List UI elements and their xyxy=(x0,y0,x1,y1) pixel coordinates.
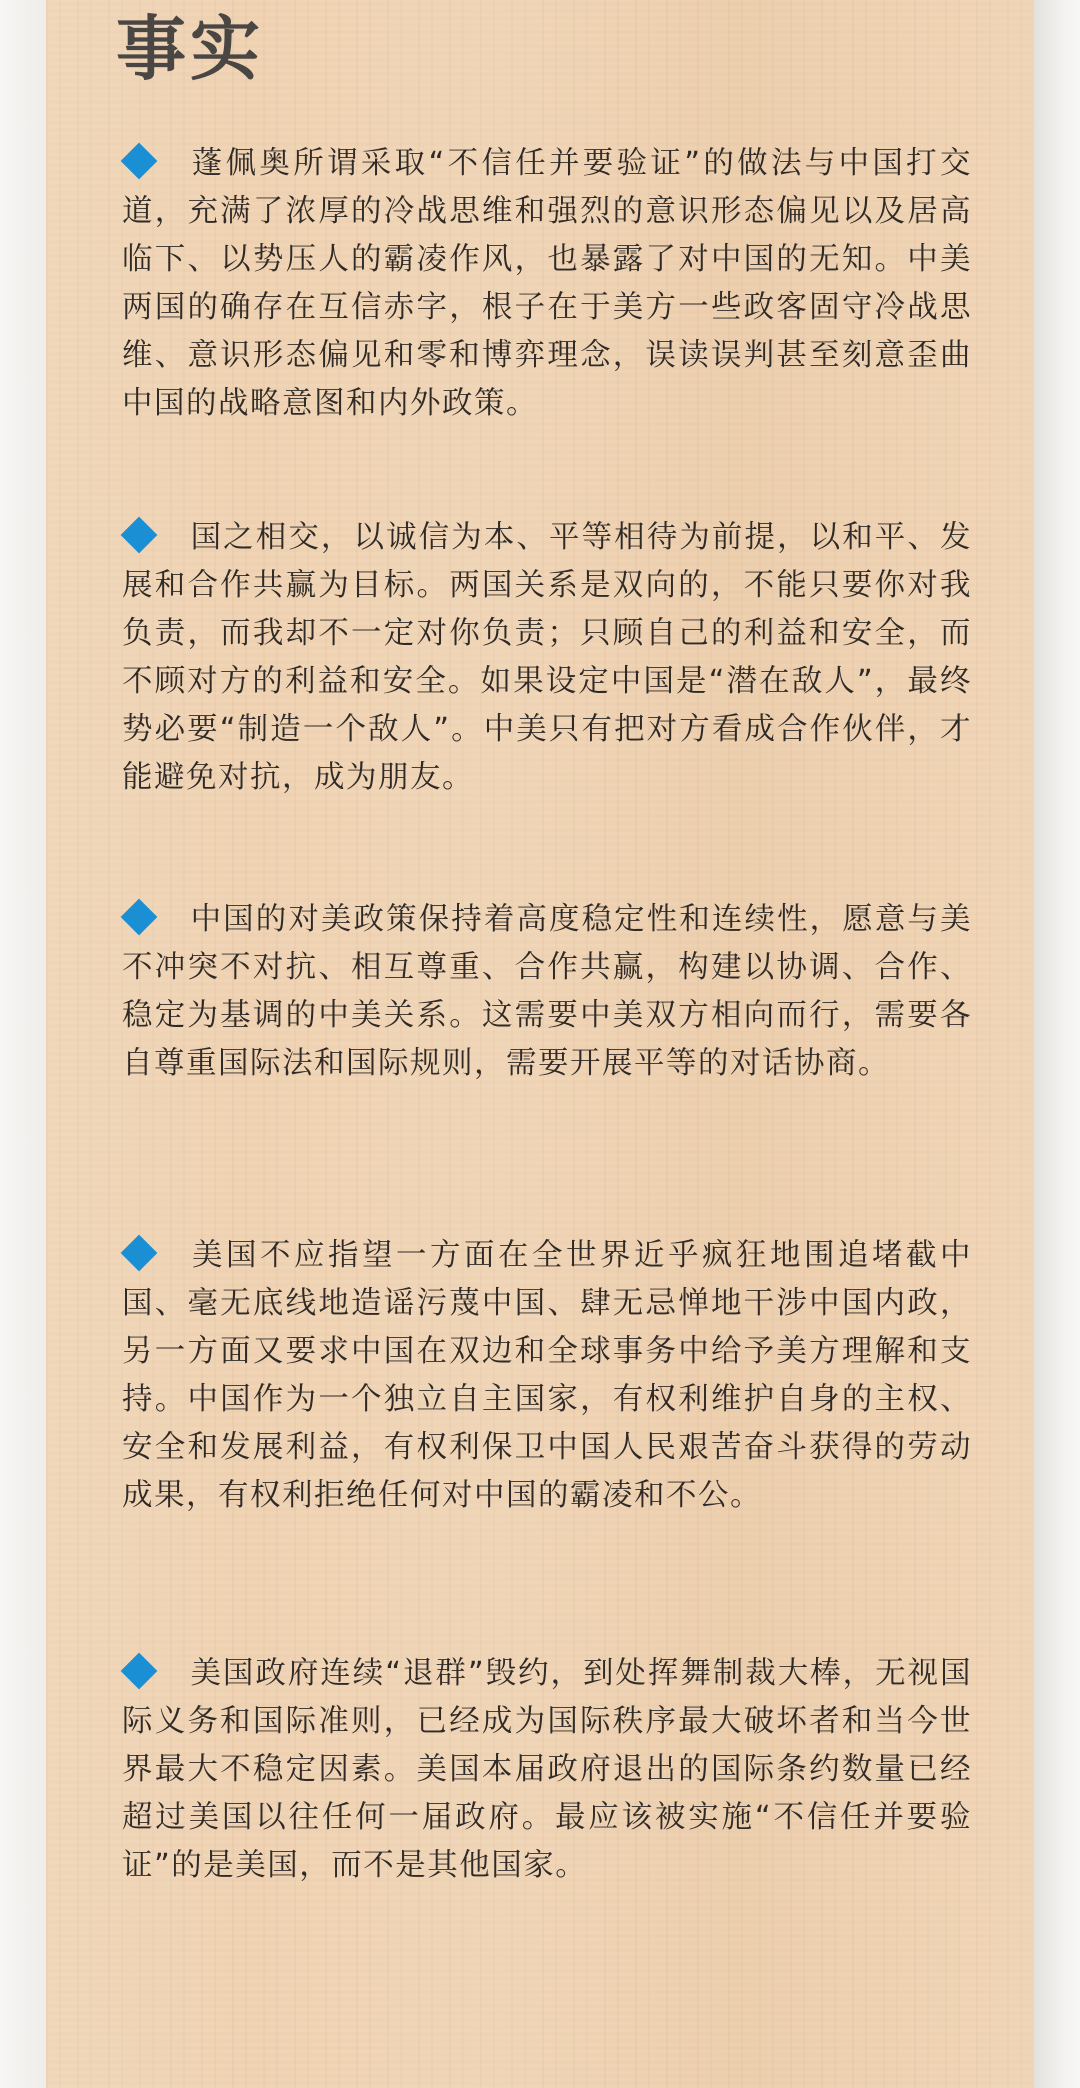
diamond-bullet-icon xyxy=(121,142,158,179)
paragraph-1-text: 蓬佩奥所谓采取“不信任并要验证”的做法与中国打交道，充满了浓厚的冷战思维和强烈的意识形态偏见以及居高临下、以势压人的霸凌作风，也暴露了对中国的无知。中美两国的确存在互信赤字，根子在于美方一些政客固守冷战思维、意识形态偏见和零和博弈理念，误读误判甚至刻意歪曲中国的战略意图和内外政策。 xyxy=(122,146,972,421)
paragraph-4-text: 美国不应指望一方面在全世界近乎疯狂地围追堵截中国、毫无底线地造谣污蔑中国、肆无忌惮地干涉中国内政，另一方面又要求中国在双边和全球事务中给予美方理解和支持。中国作为一个独立自主国家，有权利维护自身的主权、安全和发展利益，有权利保卫中国人民艰苦奋斗获得的劳动成果，有权利拒绝任何对中国的霸凌和不公。 xyxy=(122,1238,972,1513)
paragraph-5 xyxy=(122,1650,972,1890)
paragraph-5-text: 美国政府连续“退群”毁约，到处挥舞制裁大棒，无视国际义务和国际准则，已经成为国际秩序最大破坏者和当今世界最大不稳定因素。美国本届政府退出的国际条约数量已经超过美国以往任何一届政府。最应该被实施“不信任并要验证”的是美国，而不是其他国家。 xyxy=(122,1656,972,1883)
paragraph-3 xyxy=(122,896,972,1088)
diamond-bullet-icon xyxy=(121,1234,158,1271)
left-margin xyxy=(0,0,46,2088)
diamond-bullet-icon xyxy=(121,516,158,553)
paragraph-3-text: 中国的对美政策保持着高度稳定性和连续性，愿意与美不冲突不对抗、相互尊重、合作共赢，构建以协调、合作、稳定为基调的中美关系。这需要中美双方相向而行，需要各自尊重国际法和国际规则，需要开展平等的对话协商。 xyxy=(122,902,972,1081)
paragraph-2 xyxy=(122,514,972,802)
paragraph-1 xyxy=(122,140,972,428)
diamond-bullet-icon xyxy=(121,1652,158,1689)
paragraph-2-text: 国之相交，以诚信为本、平等相待为前提，以和平、发展和合作共赢为目标。两国关系是双向的，不能只要你对我负责，而我却不一定对你负责；只顾自己的利益和安全，而不顾对方的利益和安全。如果设定中国是“潜在敌人”，最终势必要“制造一个敌人”。中美只有把对方看成合作伙伴，才能避免对抗，成为朋友。 xyxy=(122,520,972,795)
right-margin xyxy=(1034,0,1080,2088)
section-heading: 事实 xyxy=(116,8,264,90)
paragraph-4 xyxy=(122,1232,972,1520)
diamond-bullet-icon xyxy=(121,898,158,935)
